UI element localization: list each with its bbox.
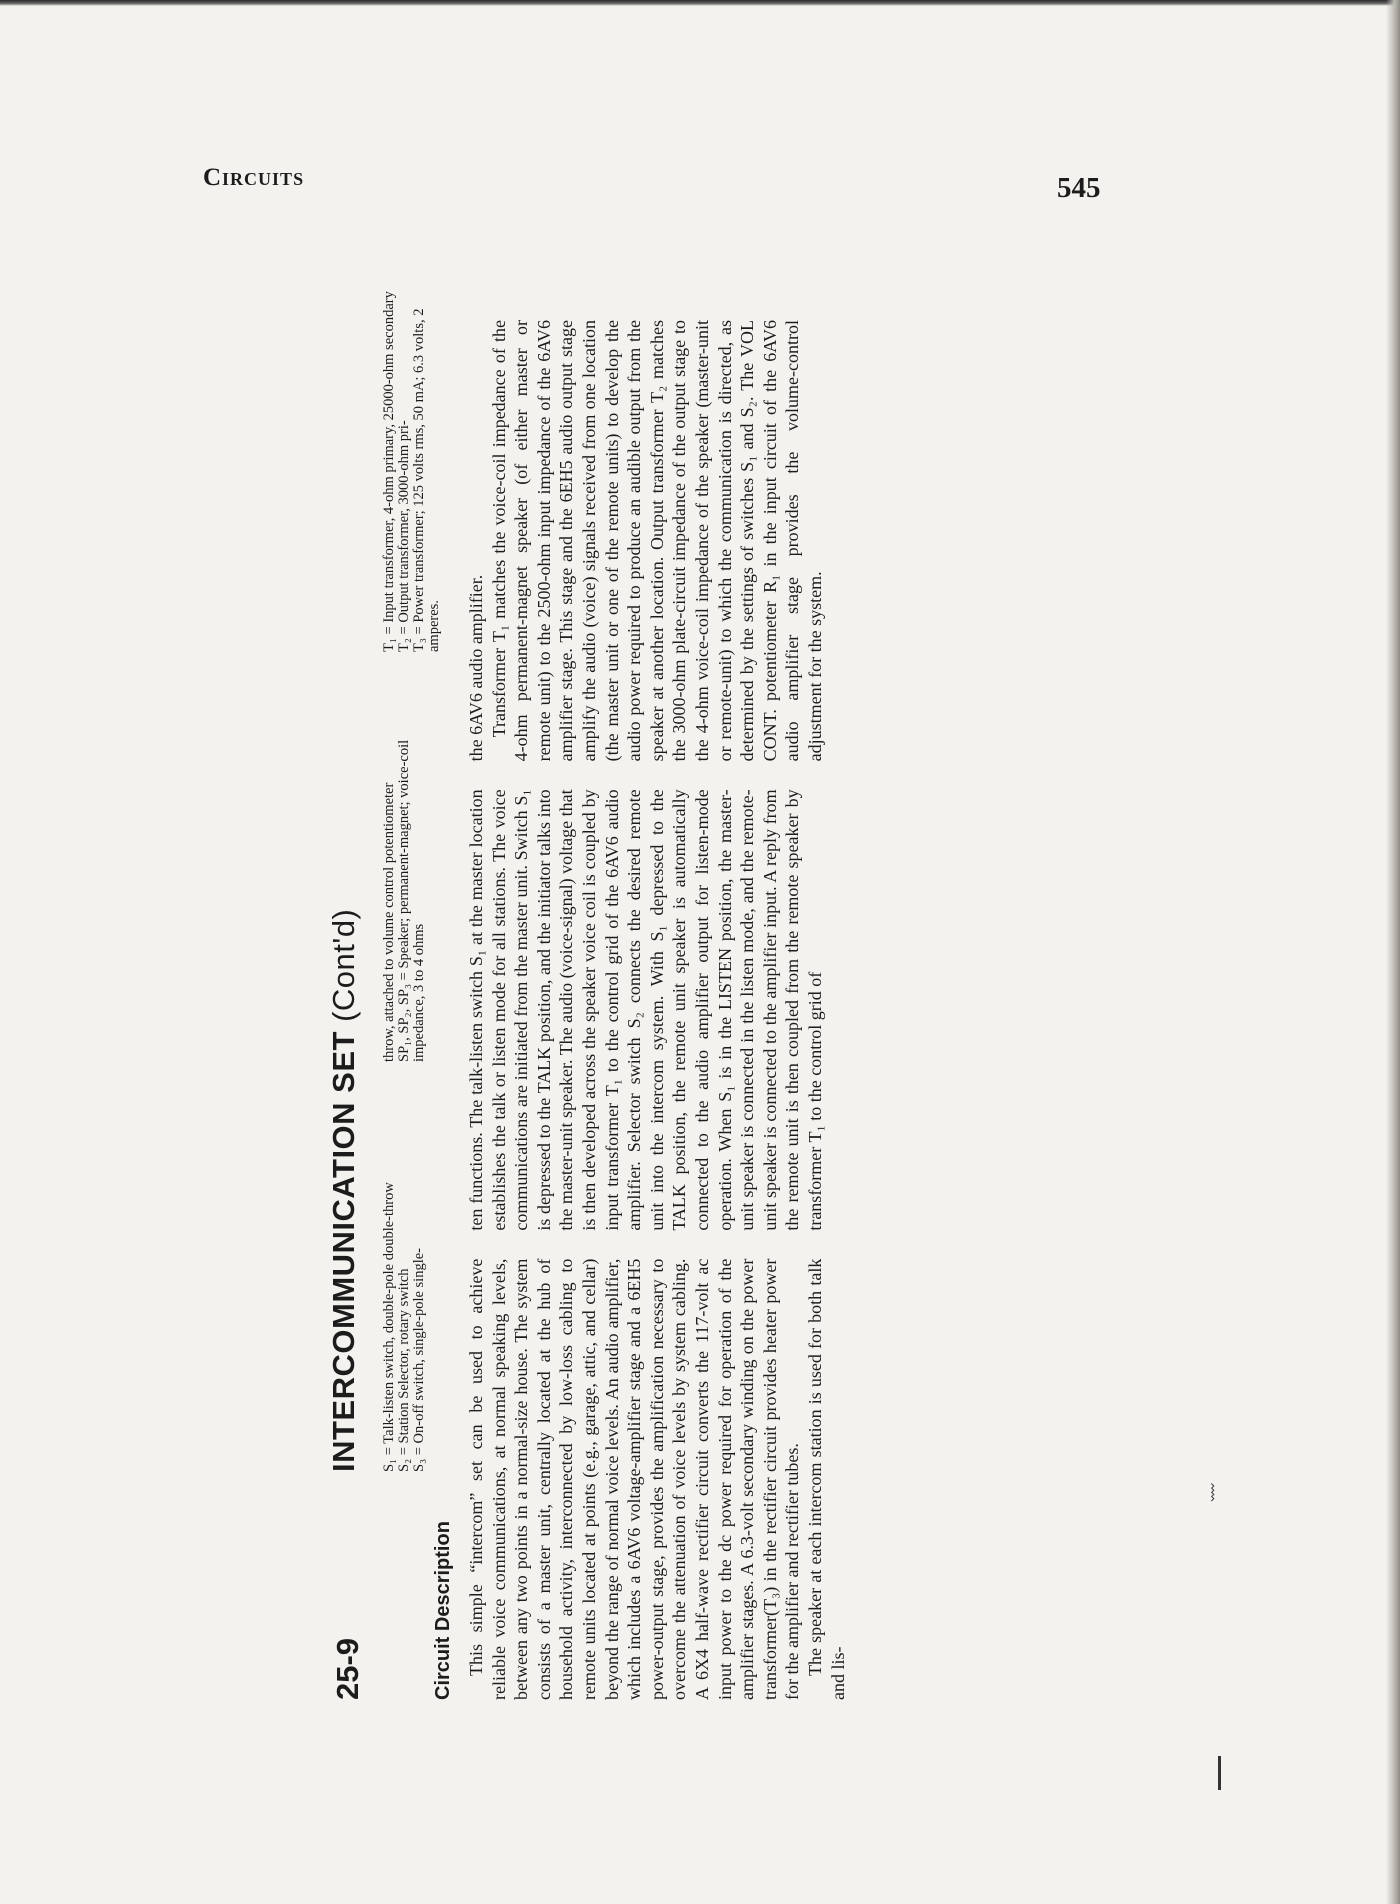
- legend-entry: T₂ = Output transformer, 3000-ohm pri-: [396, 420, 412, 652]
- text-column-3: [465, 320, 849, 761]
- section-number: 25-9: [330, 1637, 365, 1700]
- scan-edge-top: [0, 0, 1400, 6]
- paragraph: ten functions. The talk-listen switch S₁ at the master location establishes the talk or listen mode for all stations. The voice communications are initiated from the master unit. Switch S₁ is depressed to the TALK position, and the initiator talks into the master-unit speaker. The audio (voice-signal) voltage that is then developed across the speaker voice coil is coupled by input transformer T₁ to the control grid of the 6AV6 audio amplifier. Selector switch S₂ connects the desired remote unit into the intercom system. With S₁ depressed to the TALK position, the remote unit speaker is automatically connected to the audio amplifier output for listen-mode operation. When S₁ is in the LISTEN position, the master-unit speaker is connected in the listen mode, and the remote-unit speaker is connected to the amplifier input. A reply from the remote unit is then coupled from the remote speaker by transformer T₁ to the control grid of: [466, 789, 825, 1231]
- section-title-contd: (Cont'd): [326, 908, 361, 1022]
- scan-mark-line: [1218, 1756, 1221, 1790]
- section-title: [326, 909, 362, 1472]
- legend-entry: S₂ = Station Selector, rotary switch: [396, 1268, 412, 1472]
- scan-mark: ⧘: [1210, 1478, 1216, 1507]
- section-title-text: INTERCOMMUNICATION SET: [326, 1031, 361, 1472]
- text-columns: [465, 320, 849, 1700]
- running-head: Circuits: [203, 164, 305, 191]
- legend-entry: SP₁, SP₂, SP₃ = Speaker; permanent-magnet; voice-coil impedance, 3 to 4 ohms: [396, 739, 427, 1062]
- circuit-description-heading: Circuit Description: [432, 1521, 454, 1700]
- circuit-description: [432, 260, 849, 1700]
- legend-entry: throw, attached to volume control potentiometer: [381, 782, 397, 1062]
- paragraph: This simple “intercom” set can be used to achieve reliable voice communications, at normal speaking levels, between any two points in a normal-size house. The system consists of a master unit, centrally located at the hub of household activity, interconnected by low-loss cabling to remote units located at points (e.g., garage, attic, and cellar) beyond the range of normal voice levels. An audio amplifier, which includes a 6AV6 voltage-amplifier stage and a 6EH5 power-output stage, provides the amplification necessary to overcome the attenuation of voice levels by system cabling. A 6X4 half-wave rectifier circuit converts the 117-volt ac input power to the dc power required for operation of the amplifier stages. A 6.3-volt secondary winding on the power transformer(T₃) in the rectifier circuit provides heater power for the amplifier and rectifier tubes.: [466, 1258, 803, 1700]
- legend-entry: T₁ = Input transformer, 4-ohm primary, 25000-ohm secondary: [381, 291, 397, 652]
- paragraph: The speaker at each intercom station is used for both talk and lis-: [804, 1258, 848, 1700]
- text-column-1: [465, 1259, 849, 1700]
- page-number: 545: [1057, 172, 1101, 204]
- rotated-page-body: [310, 260, 1070, 1700]
- legend-entry: S₃ = On-off switch, single-pole single-: [411, 1248, 427, 1472]
- legend-entry: S₁ = Talk-listen switch, double-pole double-throw: [381, 1182, 397, 1472]
- paragraph: Transformer T₁ matches the voice-coil impedance of the 4-ohm permanent-magnet speaker (of either master or remote unit) to the 2500-ohm input impedance of the 6AV6 amplifier stage. This stage and the 6EH5 audio output stage amplify the audio (voice) signals received from one location (the master unit or one of the remote units) to develop the audio power required to produce an audible output from the speaker at another location. Output transformer T₂ matches the 3000-ohm plate-circuit impedance of the output stage to the 4-ohm voice-coil impedance of the speaker (master-unit or remote-unit) to which the communication is directed, as determined by the settings of switches S₁ and S₂. The VOL CONT. potentiometer R₁ in the input circuit of the 6AV6 audio amplifier stage provides the volume-control adjustment for the system.: [488, 320, 825, 762]
- section-header: [310, 260, 442, 1700]
- paragraph: the 6AV6 audio amplifier.: [466, 574, 486, 762]
- text-column-2: [465, 789, 849, 1230]
- legend-entry: T₃ = Power transformer; 125 volts rms, 50 mA; 6.3 volts, 2 amperes.: [411, 308, 442, 652]
- scan-edge-right: [1386, 0, 1400, 1904]
